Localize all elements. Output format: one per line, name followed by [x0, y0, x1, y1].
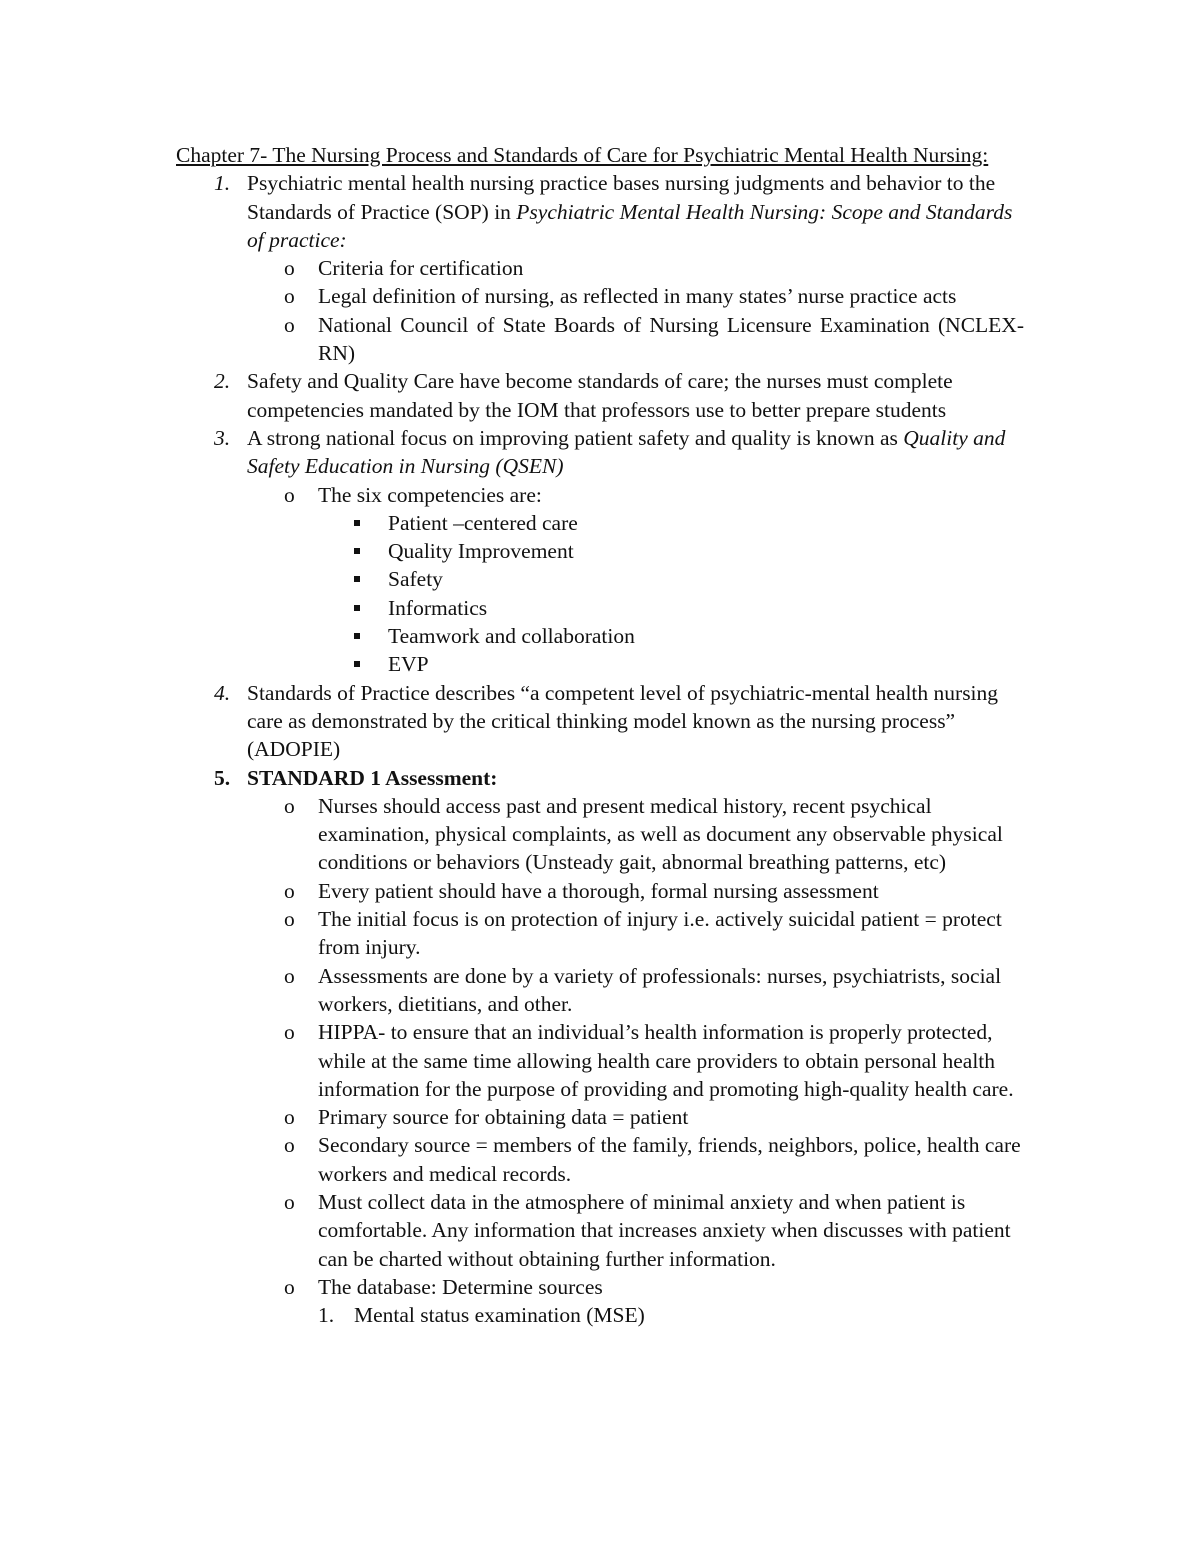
sub-item: o Legal definition of nursing, as reflected in many states’ nurse practice acts [247, 282, 1024, 310]
main-list [176, 169, 1024, 1329]
chapter-title: Chapter 7- The Nursing Process and Standards of Care for Psychiatric Mental Health Nursing: [176, 143, 989, 167]
square-bullet-icon [354, 548, 360, 554]
square-bullet-icon [354, 576, 360, 582]
sub-list [247, 481, 1024, 679]
item-text [247, 169, 1024, 254]
sub-list [247, 254, 1024, 367]
sub-item: o Criteria for certification [247, 254, 1024, 282]
sub-item: o Primary source for obtaining data = patient [247, 1103, 1024, 1131]
item-number: 5. [214, 765, 231, 790]
item-text [247, 424, 1024, 481]
bullet-o: o [284, 878, 295, 903]
sub-item: o The initial focus is on protection of injury i.e. actively suicidal patient = protect from injury. [284, 907, 1002, 960]
square-bullet-icon [354, 605, 360, 611]
item-2-text: Safety and Quality Care have become standards of care; the nurses must complete competencies mandated by the IOM that professors use to better prepare students [247, 369, 953, 422]
sub-item: o HIPPA- to ensure that an individual’s health information is properly protected, while at the same time allowing health care providers to obtain personal health information for the purpose of providing and promoting high-quality health care. [284, 1020, 1014, 1101]
sub-list [247, 792, 1024, 1330]
list-item-1 [176, 169, 1024, 367]
item-3-italic-title: Quality and Safety Education in Nursing (QSEN) [247, 425, 1006, 479]
bullet-o: o [284, 1020, 295, 1045]
sub-item: o Nurses should access past and present medical history, recent psychical examination, physical complaints, as well as document any observable physical conditions or behaviors (Unsteady gait, abnormal breathing patterns, etc) [284, 793, 1003, 875]
document-content [176, 141, 1024, 1329]
competency-item: Quality Improvement [318, 537, 1024, 565]
database-item: 1. Mental status examination (MSE) [318, 1303, 645, 1328]
sub-item: o The six competencies are: Patient –centered care Quality Improvement Safety Informatics Teamwork and collaboration EVP [247, 481, 1024, 679]
bullet-o: o [284, 284, 295, 309]
bullet-o: o [284, 793, 295, 818]
competency-item: Safety [318, 565, 1024, 593]
bullet-o: o [284, 482, 295, 507]
competency-item: EVP [318, 650, 1024, 678]
competency-item: Informatics [318, 594, 1024, 622]
competency-item: Patient –centered care [318, 509, 1024, 537]
bullet-o: o [284, 1189, 295, 1214]
square-bullet-icon [354, 661, 360, 667]
sub-item: o National Council of State Boards of Nursing Licensure Examination (NCLEX-RN) [284, 312, 1024, 366]
bullet-o: o [284, 1274, 295, 1299]
list-item-3 [176, 424, 1024, 679]
item-3-text: A strong national focus on improving patient safety and quality is known as [247, 425, 904, 450]
competency-item: Teamwork and collaboration [318, 622, 1024, 650]
item-1-italic-title: Psychiatric Mental Health Nursing: Scope and Standards of practice: [247, 199, 1013, 252]
item-number: 3. [214, 425, 231, 450]
list-item-2 [176, 367, 1024, 424]
list-item-4 [176, 679, 1024, 764]
competencies-list [318, 509, 1024, 679]
item-4-text: Standards of Practice describes “a competent level of psychiatric-mental health nursing care as demonstrated by the critical thinking model known as the nursing process” (ADOPIE) [247, 680, 999, 762]
database-list [318, 1301, 1024, 1329]
bullet-o: o [284, 907, 295, 932]
square-bullet-icon [354, 520, 360, 526]
list-item-5 [176, 764, 1024, 1330]
bullet-o: o [284, 1105, 295, 1130]
sub-item: o Secondary source = members of the family, friends, neighbors, police, health care workers and medical records. [284, 1133, 1021, 1186]
sub-item: o Every patient should have a thorough, formal nursing assessment [247, 877, 1024, 905]
item-number: 4. [214, 680, 231, 705]
sub-item: o The database: Determine sources 1. Mental status examination (MSE) [247, 1273, 1024, 1330]
bullet-o: o [284, 256, 295, 281]
sub-item: o Must collect data in the atmosphere of minimal anxiety and when patient is comfortable. Any information that increases anxiety when discusses with patient can be charted without obtaining further information. [284, 1189, 1011, 1271]
standard-heading: STANDARD 1 Assessment: [247, 765, 498, 790]
square-bullet-icon [354, 633, 360, 639]
bullet-o: o [284, 312, 295, 337]
sub-item: o Assessments are done by a variety of professionals: nurses, psychiatrists, social workers, dietitians, and other. [284, 963, 1002, 1016]
bullet-o: o [284, 963, 295, 988]
item-1-text: Psychiatric mental health nursing practice bases nursing judgments and behavior to the Standards of Practice (SOP) in [247, 171, 996, 224]
bullet-o: o [284, 1133, 295, 1158]
item-number: 1. [214, 171, 231, 196]
item-number: 2. [214, 369, 231, 394]
